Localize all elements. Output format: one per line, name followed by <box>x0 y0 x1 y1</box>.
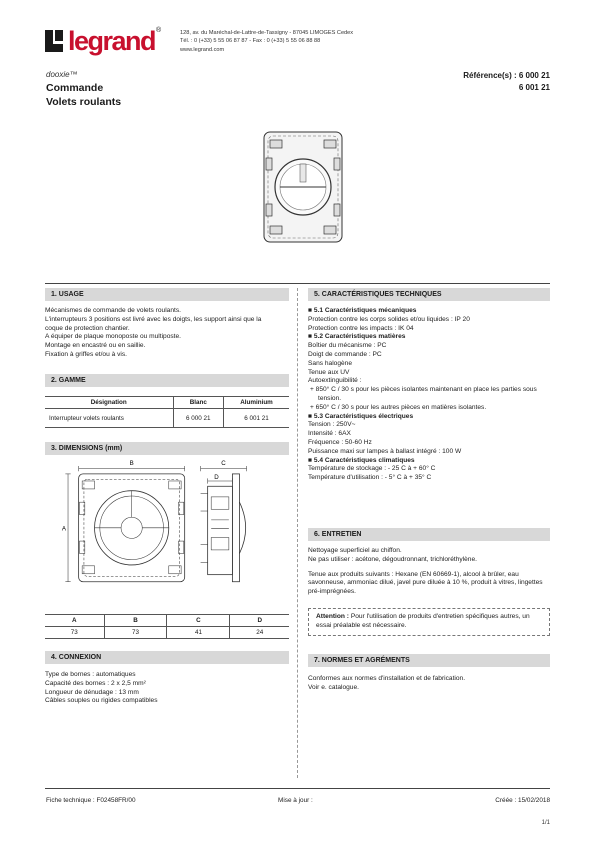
normes-line: Voir e. catalogue. <box>308 683 359 691</box>
usage-text <box>45 307 289 360</box>
spec-bullet: + 850° C / 30 s pour les pièces isolantes maintenant en place les parties sous tension. <box>310 386 537 402</box>
subsection-title: ■ 5.4 Caractéristiques climatiques <box>308 456 415 464</box>
footer-fiche: Fiche technique : F02458FR/00 <box>46 797 136 804</box>
spec-line: Tenue aux UV <box>308 368 350 376</box>
entretien-line: Ne pas utiliser : acétone, dégoudronnant, trichloréthylène. <box>308 555 477 563</box>
connexion-line: Type de bornes : automatiques <box>45 671 136 678</box>
col-header: Désignation <box>45 397 173 409</box>
usage-line: Fixation à griffes et/ou à vis. <box>45 350 127 358</box>
col-header: B <box>104 615 167 627</box>
doc-title-line1: Commande <box>46 82 104 94</box>
dimensions-drawing <box>45 458 289 610</box>
dim-label-d: D <box>214 474 219 482</box>
spec-line: Intensité : 6AX <box>308 430 351 438</box>
table-header-row <box>45 615 289 627</box>
footer-mise-a-jour: Mise à jour : <box>278 797 313 804</box>
table-cell: 24 <box>230 627 289 639</box>
caracteristiques-text <box>308 307 550 483</box>
col-header: D <box>230 615 289 627</box>
doc-title-line2: Volets roulants <box>46 96 122 108</box>
connexion-line: Longueur de dénudage : 13 mm <box>45 688 139 696</box>
reference-second: 6 001 21 <box>518 83 550 92</box>
spec-line: Fréquence : 50-60 Hz <box>308 438 372 446</box>
usage-line: A équiper de plaque monoposte ou multiposte. <box>45 333 181 341</box>
legrand-logo <box>45 27 175 55</box>
col-header: Aluminium <box>224 397 289 409</box>
spec-line: Protection contre les corps solides et/ou liquides : IP 20 <box>308 315 470 323</box>
subsection-title: ■ 5.2 Caractéristiques matières <box>308 333 406 341</box>
gamme-table <box>45 396 289 428</box>
spec-line: Sans halogène <box>308 359 352 367</box>
table-row <box>45 627 289 639</box>
usage-line: L'interrupteurs 3 positions est livré avec les doigts, les support ainsi que la <box>45 315 262 323</box>
attention-text: Pour l'utilisation de produits d'entretien spécifiques autres, un essai préalable est nécessaire. <box>316 613 530 629</box>
table-cell: Interrupteur volets roulants <box>45 409 173 428</box>
address-line: 128, av. du Maréchal-de-Lattre-de-Tassigny - 87045 LIMOGES Cedex <box>180 30 354 36</box>
section-usage-header: 1. USAGE <box>45 288 289 301</box>
spec-line: Température de stockage : - 25 C à + 60° C <box>308 465 436 473</box>
table-cell: 73 <box>45 627 104 639</box>
entretien-line: Tenue aux produits suivants : Hexane (EN 60669-1), alcool à brûler, eau savonneuse, ammoniac dilué, javel pure diluée à 10 %, produit à vitres, lingettes pré-imprégnées. <box>308 570 543 596</box>
connexion-text <box>45 671 289 706</box>
phone-fax-line: Tél. : 0 (+33) 5 55 06 87 87 - Fax : 0 (+33) 5 55 06 88 88 <box>180 38 321 45</box>
section-normes-header: 7. NORMES ET AGRÉMENTS <box>308 654 550 667</box>
product-photo <box>258 128 348 248</box>
column-divider <box>297 288 298 778</box>
top-divider <box>45 283 550 284</box>
website-line[interactable]: www.legrand.com <box>180 46 225 53</box>
spec-line: Protection contre les impacts : IK 04 <box>308 324 414 332</box>
normes-line: Conformes aux normes d'installation et de fabrication. <box>308 675 466 682</box>
section-entretien-header: 6. ENTRETIEN <box>308 528 550 541</box>
logo-registered: ® <box>156 27 162 34</box>
entretien-line: Nettoyage superficiel au chiffon. <box>308 547 402 554</box>
connexion-line: Capacité des bornes : 2 x 2,5 mm² <box>45 679 146 687</box>
usage-line: Montage en encastré ou en saillie. <box>45 342 146 350</box>
attention-label: Attention : <box>316 613 349 620</box>
section-dimensions-header: 3. DIMENSIONS (mm) <box>45 442 289 455</box>
normes-text <box>308 675 550 693</box>
col-header: A <box>45 615 104 627</box>
attention-box <box>308 608 550 636</box>
usage-line: coque de protection chantier. <box>45 324 130 332</box>
company-address <box>180 29 353 54</box>
usage-line: Mécanismes de commande de volets roulants. <box>45 307 181 314</box>
dimensions-table <box>45 614 289 639</box>
table-cell: 41 <box>167 627 230 639</box>
section-caracteristiques-header: 5. CARACTÉRISTIQUES TECHNIQUES <box>308 288 550 301</box>
footer-divider <box>45 788 550 789</box>
table-row <box>45 409 289 428</box>
spec-line: Boîtier du mécanisme : PC <box>308 342 387 350</box>
section-gamme-header: 2. GAMME <box>45 374 289 387</box>
table-header-row <box>45 397 289 409</box>
legrand-logo-mark-icon <box>45 30 65 52</box>
spec-line: Tension : 250V~ <box>308 421 356 429</box>
subsection-title: ■ 5.1 Caractéristiques mécaniques <box>308 307 417 314</box>
connexion-line: Câbles souples ou rigides compatibles <box>45 697 158 705</box>
footer-creee: Créée : 15/02/2018 <box>495 797 550 804</box>
table-cell: 6 001 21 <box>224 409 289 428</box>
reference-label: Référence(s) : 6 000 21 <box>463 71 550 80</box>
table-cell: 6 000 21 <box>173 409 224 428</box>
subsection-title: ■ 5.3 Caractéristiques électriques <box>308 412 414 420</box>
dim-label-a: A <box>61 525 66 533</box>
product-brand: dooxie™ <box>46 70 78 79</box>
spec-bullet: + 650° C / 30 s pour les autres pièces en matières isolantes. <box>310 403 487 411</box>
section-connexion-header: 4. CONNEXION <box>45 651 289 664</box>
col-header: C <box>167 615 230 627</box>
entretien-text <box>308 547 550 597</box>
page-number: 1/1 <box>541 820 550 826</box>
logo-text: legrand <box>68 26 156 56</box>
spec-line: Température d'utilisation : - 5° C à + 35° C <box>308 474 432 482</box>
spec-line: Doigt de commande : PC <box>308 350 382 358</box>
references <box>463 70 550 94</box>
spec-line: Autoextinguibilité : <box>308 377 362 385</box>
dim-label-c: C <box>221 460 226 468</box>
spec-line: Puissance maxi sur lampes à ballast intégré : 100 W <box>308 447 462 455</box>
dim-label-b: B <box>129 460 134 468</box>
col-header: Blanc <box>173 397 224 409</box>
table-cell: 73 <box>104 627 167 639</box>
